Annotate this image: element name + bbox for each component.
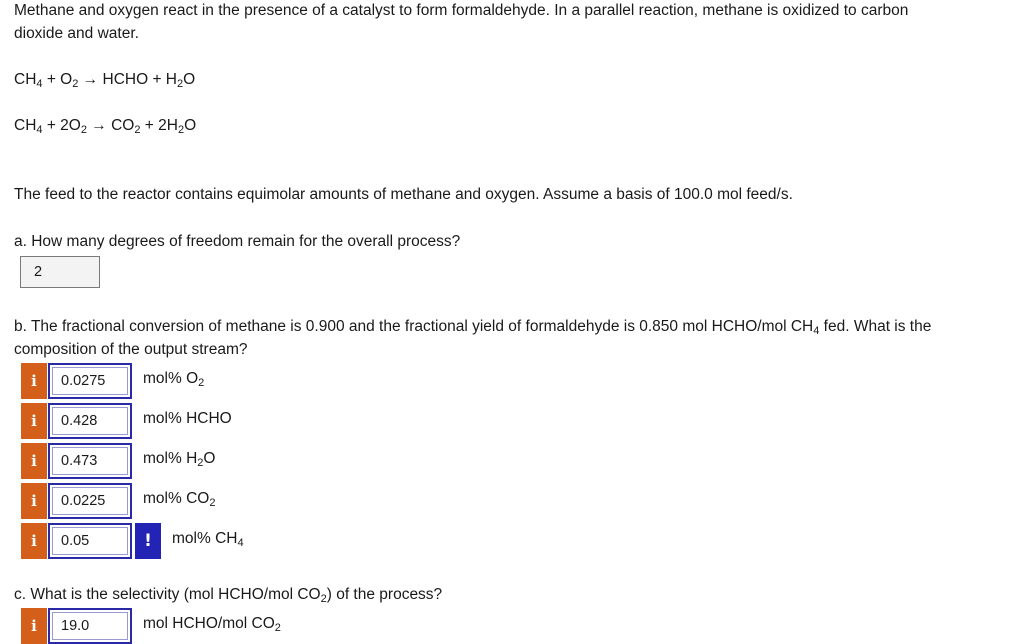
intro-line-1: Methane and oxygen react in the presence of a catalyst to form formaldehyde. In a parallel reaction, methane is oxidized to carbon xyxy=(14,2,909,19)
reaction-formaldehyde: $CH_4 + O_2$ → HCHO + $H_2O$ xyxy=(14,71,196,90)
ch4-fraction-input[interactable]: 0.05 xyxy=(48,523,132,559)
co2-unit-label: mol% $CO_2$ xyxy=(143,490,216,509)
info-icon[interactable]: i xyxy=(21,443,47,479)
selectivity-input[interactable]: 19.0 xyxy=(48,608,132,644)
o2-unit-label: mol% $O_2$ xyxy=(143,370,205,389)
intro-line-2: dioxide and water. xyxy=(14,25,139,42)
arrow-icon: → xyxy=(86,117,112,134)
warning-icon[interactable]: ! xyxy=(135,523,161,559)
part-a-answer-field[interactable]: 2 xyxy=(20,256,100,288)
h2o-fraction-input[interactable]: 0.473 xyxy=(48,443,132,479)
hcho-fraction-input[interactable]: 0.428 xyxy=(48,403,132,439)
o2-fraction-input[interactable]: 0.0275 xyxy=(48,363,132,399)
info-icon[interactable]: i xyxy=(21,483,47,519)
part-b-question-line-1: b. The fractional conversion of methane is 0.900 and the fractional yield of formaldehyde is 0.850 mol HCHO/mol $CH_4$ fed. What is the xyxy=(14,318,932,337)
part-a-question: a. How many degrees of freedom remain for the overall process? xyxy=(14,233,461,250)
hcho-unit-label: mol% HCHO xyxy=(143,410,232,427)
selectivity-unit-label: mol HCHO/mol $CO_2$ xyxy=(143,615,281,634)
h2o-unit-label: mol% $H_2O$ xyxy=(143,450,216,469)
part-c-question: c. What is the selectivity (mol HCHO/mol $CO_2$) of the process? xyxy=(14,586,443,605)
co2-fraction-input[interactable]: 0.0225 xyxy=(48,483,132,519)
part-b-question-line-2: composition of the output stream? xyxy=(14,341,248,358)
arrow-icon: → xyxy=(78,71,103,88)
reaction-combustion: $CH_4 + 2O_2 \to CO_2 + 2H_2O$ xyxy=(14,117,197,136)
ch4-unit-label: mol% $CH_4$ xyxy=(172,530,244,549)
info-icon[interactable]: i xyxy=(21,403,47,439)
info-icon[interactable]: i xyxy=(21,363,47,399)
info-icon[interactable]: i xyxy=(21,608,47,644)
feed-statement: The feed to the reactor contains equimolar amounts of methane and oxygen. Assume a basis of 100.0 mol feed/s. xyxy=(14,186,793,203)
info-icon[interactable]: i xyxy=(21,523,47,559)
